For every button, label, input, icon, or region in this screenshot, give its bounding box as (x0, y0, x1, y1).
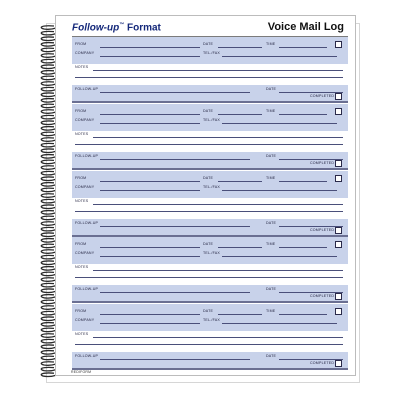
from-field[interactable] (100, 181, 200, 182)
spiral-coil (41, 71, 56, 74)
spiral-coil (41, 54, 56, 57)
followup-date-label: DATE (266, 220, 277, 225)
telfax-field[interactable] (222, 190, 337, 191)
notes-field[interactable] (93, 204, 343, 205)
company-field[interactable] (100, 190, 200, 191)
time-checkbox[interactable] (335, 175, 342, 182)
time-label: TIME (266, 309, 276, 314)
date-label: DATE (203, 42, 214, 46)
time-field[interactable] (279, 247, 327, 248)
from-label: FROM (75, 309, 87, 314)
spiral-coil (41, 362, 56, 365)
spiral-coil (41, 166, 56, 169)
from-label: FROM (75, 42, 87, 46)
from-label: FROM (75, 242, 87, 247)
spiral-coil (41, 194, 56, 197)
spiral-coil (41, 233, 56, 236)
followup-date-label: DATE (266, 153, 277, 158)
spiral-coil (41, 272, 56, 275)
telfax-label: TEL./FAX (203, 51, 220, 55)
spiral-coil (41, 138, 56, 141)
spiral-coil (41, 110, 56, 113)
followup-label: FOLLOW-UP (75, 87, 99, 91)
spiral-coil (41, 99, 56, 102)
spiral-coil (41, 300, 56, 303)
company-label: COMPANY (75, 184, 95, 189)
telfax-label: TEL./FAX (203, 318, 220, 323)
followup-label: FOLLOW-UP (75, 354, 99, 359)
spiral-coil (41, 160, 56, 163)
spiral-coil (41, 65, 56, 68)
time-label: TIME (266, 108, 276, 113)
spiral-coil (41, 345, 56, 348)
date-label: DATE (203, 175, 214, 180)
from-field[interactable] (100, 314, 200, 315)
notes-field-2[interactable] (75, 144, 343, 145)
completed-label: COMPLETED (310, 94, 335, 98)
notes-field[interactable] (93, 137, 343, 138)
spiral-coil (41, 317, 56, 320)
completed-label: COMPLETED (310, 361, 335, 366)
spiral-coil (41, 239, 56, 242)
from-field[interactable] (100, 114, 200, 115)
spiral-coil (41, 356, 56, 359)
spiral-coil (41, 93, 56, 96)
log-entry (72, 171, 348, 237)
time-field[interactable] (279, 181, 327, 182)
spiral-coil (41, 48, 56, 51)
page-header (72, 21, 350, 35)
time-label: TIME (266, 42, 276, 46)
followup-date-label: DATE (266, 354, 277, 359)
entry-shade-bottom (72, 85, 348, 101)
brand-name: Follow-up (72, 22, 120, 34)
spiral-coil (41, 115, 56, 118)
company-label: COMPANY (75, 117, 95, 122)
completed-checkbox[interactable] (335, 360, 342, 367)
spiral-coil (41, 87, 56, 90)
company-label: COMPANY (75, 51, 95, 55)
spiral-coil (41, 149, 56, 152)
log-entry (72, 37, 348, 103)
from-label: FROM (75, 175, 87, 180)
spiral-coil (41, 289, 56, 292)
brand-suffix: Format (124, 22, 161, 34)
log-entry (72, 304, 348, 370)
time-checkbox[interactable] (335, 241, 342, 248)
spiral-coil (41, 188, 56, 191)
followup-date-label: DATE (266, 287, 277, 292)
telfax-label: TEL./FAX (203, 117, 220, 122)
time-field[interactable] (279, 114, 327, 115)
telfax-label: TEL./FAX (203, 251, 220, 256)
spiral-coil (41, 328, 56, 331)
spiral-coil (41, 278, 56, 281)
spiral-coil (41, 59, 56, 62)
spiral-coil (41, 255, 56, 258)
spiral-coil (41, 43, 56, 46)
notes-label: NOTES (75, 131, 89, 136)
followup-date-field[interactable] (279, 292, 343, 293)
telfax-field[interactable] (222, 323, 337, 324)
spiral-coil (41, 76, 56, 79)
spiral-coil (41, 31, 56, 34)
date-label: DATE (203, 309, 214, 314)
notes-field-2[interactable] (75, 211, 343, 212)
date-label: DATE (203, 108, 214, 113)
entry-shade-bottom (72, 152, 348, 168)
time-field[interactable] (279, 47, 327, 48)
spiral-coil (41, 373, 56, 376)
spiral-coil (41, 216, 56, 219)
spiral-coil (41, 244, 56, 247)
telfax-field[interactable] (222, 123, 337, 124)
company-label: COMPANY (75, 318, 95, 323)
telfax-field[interactable] (222, 256, 337, 257)
log-entry (72, 237, 348, 303)
spiral-coil (41, 339, 56, 342)
completed-label: COMPLETED (310, 160, 335, 165)
entry-shade-bottom (72, 285, 348, 301)
spiral-coil (41, 37, 56, 40)
company-label: COMPANY (75, 251, 95, 256)
spiral-coil (41, 311, 56, 314)
telfax-field[interactable] (222, 56, 337, 57)
spiral-coil (41, 351, 56, 354)
page-title: Voice Mail Log (267, 21, 344, 33)
followup-date-field[interactable] (279, 359, 343, 360)
spiral-coil (41, 104, 56, 107)
spiral-coil (41, 222, 56, 225)
spiral-coil (41, 205, 56, 208)
followup-field[interactable] (100, 292, 250, 293)
date-field[interactable] (218, 181, 262, 182)
spiral-coil (41, 367, 56, 370)
completed-label: COMPLETED (310, 227, 335, 232)
followup-date-field[interactable] (279, 159, 343, 160)
from-field[interactable] (100, 247, 200, 248)
date-field[interactable] (218, 247, 262, 248)
spiral-coil (41, 250, 56, 253)
spiral-coil (41, 26, 56, 29)
notes-field-2[interactable] (75, 344, 343, 345)
followup-label: FOLLOW-UP (75, 220, 99, 225)
spiral-coil (41, 155, 56, 158)
entry-shade-bottom (72, 352, 348, 368)
notes-field[interactable] (93, 270, 343, 271)
followup-label: FOLLOW-UP (75, 153, 99, 158)
notes-label: NOTES (75, 332, 89, 337)
company-field[interactable] (100, 256, 200, 257)
spiral-coil (41, 82, 56, 85)
followup-field[interactable] (100, 226, 250, 227)
spiral-coil (41, 334, 56, 337)
trademark-mark: ™ (119, 22, 125, 28)
company-field[interactable] (100, 323, 200, 324)
followup-field[interactable] (100, 92, 250, 93)
entry-shade-bottom (72, 219, 348, 235)
spiral-coil (41, 199, 56, 202)
date-field[interactable] (218, 114, 262, 115)
company-field[interactable] (100, 56, 200, 57)
spiral-coil (41, 323, 56, 326)
date-field[interactable] (218, 314, 262, 315)
log-entry (72, 104, 348, 170)
publisher-mark: REDIFORM (71, 370, 92, 374)
time-label: TIME (266, 175, 276, 180)
notes-field-2[interactable] (75, 277, 343, 278)
completed-checkbox[interactable] (335, 93, 342, 100)
spiral-coil (41, 183, 56, 186)
followup-date-field[interactable] (279, 226, 343, 227)
spiral-coil (41, 143, 56, 146)
completed-checkbox[interactable] (335, 227, 342, 234)
from-label: FROM (75, 108, 87, 113)
spiral-coil (41, 261, 56, 264)
time-checkbox[interactable] (335, 41, 342, 48)
date-label: DATE (203, 242, 214, 247)
spiral-coil (41, 227, 56, 230)
telfax-label: TEL./FAX (203, 184, 220, 189)
notes-field-2[interactable] (75, 77, 343, 78)
spiral-coil (41, 177, 56, 180)
spiral-coil (41, 171, 56, 174)
followup-label: FOLLOW-UP (75, 287, 99, 292)
spiral-coil (41, 295, 56, 298)
spiral-coil (41, 121, 56, 124)
company-field[interactable] (100, 123, 200, 124)
spiral-coil (41, 127, 56, 130)
spiral-coil (41, 211, 56, 214)
time-field[interactable] (279, 314, 327, 315)
spiral-coil (41, 306, 56, 309)
time-label: TIME (266, 242, 276, 247)
notes-field[interactable] (93, 70, 343, 71)
completed-label: COMPLETED (310, 294, 335, 299)
notes-label: NOTES (75, 65, 89, 69)
time-checkbox[interactable] (335, 108, 342, 115)
followup-date-field[interactable] (279, 92, 343, 93)
completed-checkbox[interactable] (335, 293, 342, 300)
spiral-coil (41, 283, 56, 286)
from-field[interactable] (100, 47, 200, 48)
time-checkbox[interactable] (335, 308, 342, 315)
completed-checkbox[interactable] (335, 160, 342, 167)
date-field[interactable] (218, 47, 262, 48)
followup-field[interactable] (100, 359, 250, 360)
notes-field[interactable] (93, 337, 343, 338)
notes-label: NOTES (75, 265, 89, 270)
brand-label (72, 22, 161, 33)
followup-field[interactable] (100, 159, 250, 160)
notes-label: NOTES (75, 198, 89, 203)
followup-date-label: DATE (266, 87, 277, 91)
voice-mail-log-page (55, 15, 356, 376)
spiral-coil (41, 132, 56, 135)
spiral-coil (41, 267, 56, 270)
